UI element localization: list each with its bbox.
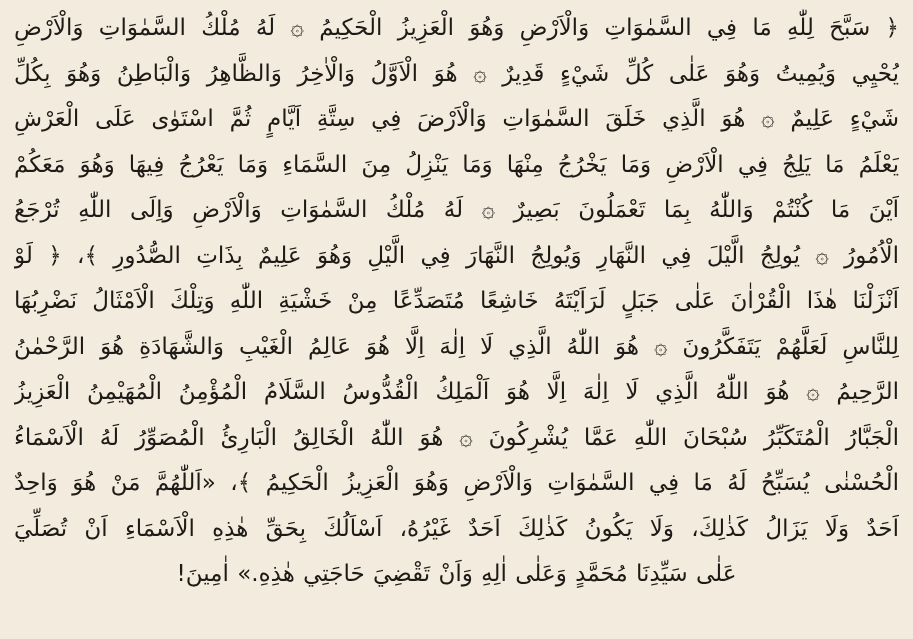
text-line-2: يُحْيِي وَيُمِيتُ وَهُوَ عَلٰى كُلِّ شَيْءٍ قَدِيرٌ ۞ هُوَ الْاَوَّلُ وَالْاٰخِرُ وَالظَّاهِرُ وَالْبَاطِنُ وَهُوَ بِكُلِّ: [14, 60, 899, 87]
text-line-13: عَلٰى سَيِّدِنَا مُحَمَّدٍ وَعَلٰى اٰلِهِ وَاَنْ تَقْضِيَ حَاجَتِي هٰذِهِ.» اٰمِينَ!: [176, 561, 737, 587]
text-line-10: الْجَبَّارُ الْمُتَكَبِّرُ سُبْحَانَ اللّٰهِ عَمَّا يُشْرِكُونَ ۞ هُوَ اللّٰهُ الْخَالِقُ الْبَارِئُ الْمُصَوِّرُ لَهُ الْاَسْمَاءُ: [14, 424, 899, 451]
text-line-3: شَيْءٍ عَلِيمٌ ۞ هُوَ الَّذِي خَلَقَ السَّمٰوَاتِ وَالْاَرْضَ فِي سِتَّةِ اَيَّامٍ ثُمَّ اسْتَوٰى عَلَى الْعَرْشِ: [14, 106, 899, 132]
text-line-8: لِلنَّاسِ لَعَلَّهُمْ يَتَفَكَّرُونَ ۞ هُوَ اللّٰهُ الَّذِي لَا اِلٰهَ اِلَّا هُوَ عَالِمُ الْغَيْبِ وَالشَّهَادَةِ هُوَ الرَّحْمٰنُ: [14, 333, 899, 360]
text-line-5: اَيْنَ مَا كُنْتُمْ وَاللّٰهُ بِمَا تَعْمَلُونَ بَصِيرٌ ۞ لَهُ مُلْكُ السَّمٰوَاتِ وَالْاَرْضِ وَاِلَى اللّٰهِ تُرْجَعُ: [14, 197, 899, 223]
text-line-11: الْحُسْنٰى يُسَبِّحُ لَهُ مَا فِي السَّمٰوَاتِ وَالْاَرْضِ وَهُوَ الْعَزِيزُ الْحَكِيمُ ﴾، «اَللّٰهُمَّ مَنْ هُوَ وَاحِدٌ: [14, 470, 899, 496]
arabic-prayer-text: [14, 6, 899, 598]
text-line-7: اَنْزَلْنَا هٰذَا الْقُرْاٰنَ عَلٰى جَبَلٍ لَرَاَيْتَهُ خَاشِعًا مُتَصَدِّعًا مِنْ خَشْيَةِ اللّٰهِ وَتِلْكَ الْاَمْثَالُ نَضْرِبُهَا: [14, 288, 899, 314]
text-line-12: اَحَدٌ وَلَا يَزَالُ كَذٰلِكَ، وَلَا يَكُونُ كَذٰلِكَ اَحَدٌ غَيْرُهُ، اَسْاَلُكَ بِحَقِّ هٰذِهِ الْاَسْمَاءِ اَنْ تُصَلِّيَ: [14, 515, 899, 542]
text-line-4: يَعْلَمُ مَا يَلِجُ فِي الْاَرْضِ وَمَا يَخْرُجُ مِنْهَا وَمَا يَنْزِلُ مِنَ السَّمَاءِ وَمَا يَعْرُجُ فِيهَا وَهُوَ مَعَكُمْ: [14, 151, 899, 178]
text-line-6: الْاُمُورُ ۞ يُولِجُ الَّيْلَ فِي النَّهَارِ وَيُولِجُ النَّهَارَ فِي الَّيْلِ وَهُوَ عَلِيمٌ بِذَاتِ الصُّدُورِ ﴾، ﴿ لَوْ: [14, 242, 899, 269]
text-line-9: الرَّحِيمُ ۞ هُوَ اللّٰهُ الَّذِي لَا اِلٰهَ اِلَّا هُوَ اَلْمَلِكُ الْقُدُّوسُ السَّلَامُ الْمُؤْمِنُ الْمُهَيْمِنُ الْعَزِيزُ: [14, 379, 899, 405]
text-line-1: ﴿ سَبَّحَ لِلّٰهِ مَا فِي السَّمٰوَاتِ وَالْاَرْضِ وَهُوَ الْعَزِيزُ الْحَكِيمُ ۞ لَهُ مُلْكُ السَّمٰوَاتِ وَالْاَرْضِ: [14, 15, 899, 41]
